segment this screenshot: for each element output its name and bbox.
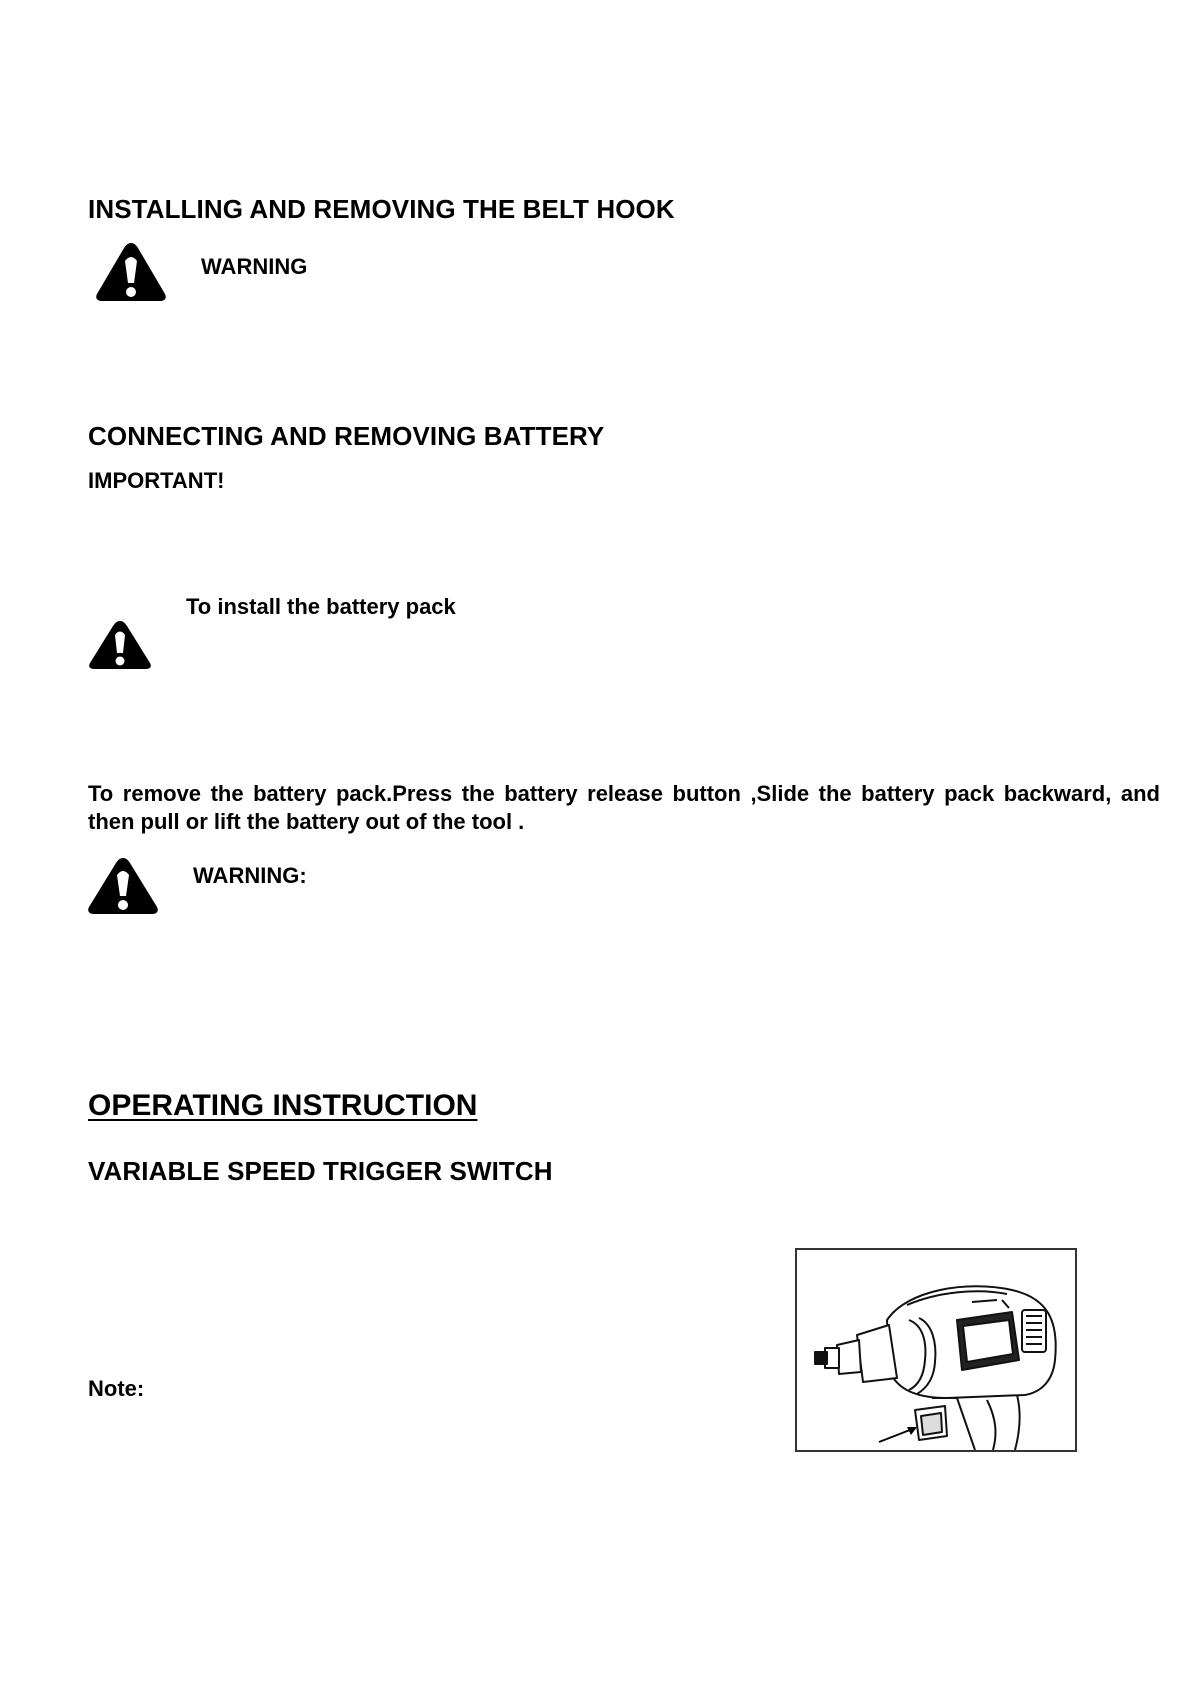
trigger-switch-heading: VARIABLE SPEED TRIGGER SWITCH [88,1156,553,1186]
battery-heading: CONNECTING AND REMOVING BATTERY [88,421,605,451]
impact-driver-figure [795,1248,1077,1452]
important-label: IMPORTANT! [88,468,225,493]
install-battery-label: To install the battery pack [186,594,456,619]
battery-warning-label: WARNING: [193,863,307,888]
warning-icon [87,619,153,671]
note-label: Note: [88,1376,145,1401]
belt-hook-warning-label: WARNING [201,254,308,279]
warning-icon [86,856,160,916]
impact-driver-drawing [797,1250,1075,1450]
belt-hook-heading: INSTALLING AND REMOVING THE BELT HOOK [88,194,675,224]
remove-battery-text: To remove the battery pack.Press the battery release button ,Slide the battery pack backward, and then pull or lift the battery out of the tool . [88,781,1160,834]
warning-icon [94,241,168,303]
operating-instruction-heading: OPERATING INSTRUCTION [88,1089,478,1122]
